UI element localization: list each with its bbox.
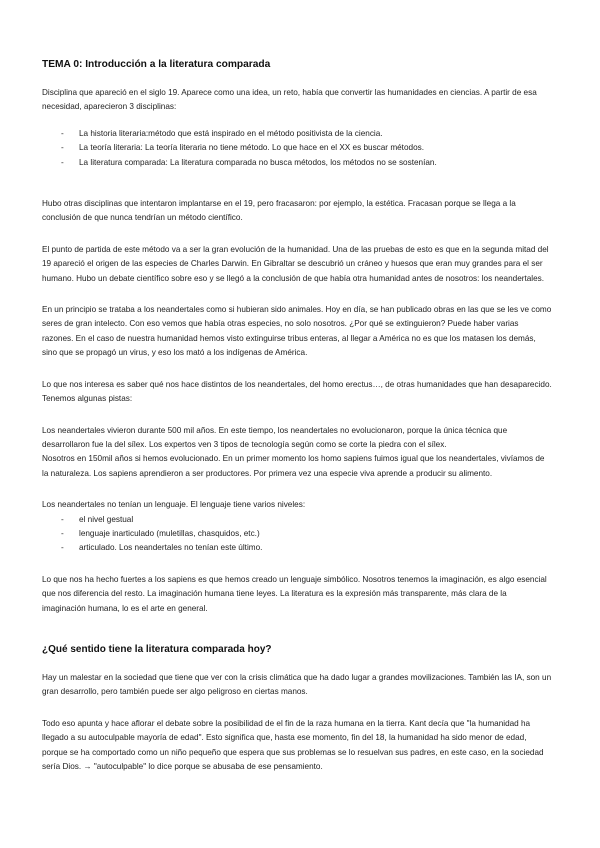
paragraph: Nosotros en 150mil años si hemos evolucionado. En un primer momento los homo sapiens fuimos igual que los neandertales, vivíamos de la naturaleza. Los sapiens aprendieron a ser productores. Por primera vez una especie viva aprende a producir su alimento.	[42, 454, 545, 478]
intro-paragraph: Disciplina que apareció en el siglo 19. Aparece como una idea, un reto, había que convertir las humanidades en ciencias. A partir de esa necesidad, aparecieron 3 disciplinas:	[42, 88, 537, 112]
language-levels-list	[42, 513, 552, 556]
paragraph: El punto de partida de este método va a ser la gran evolución de la humanidad. Una de las pruebas de esto es que en la segunda mitad del 19 apareció el origen de las especies de Charles Darwin. En Gibraltar se descubrió un cráneo y huesos que eran muy grandes para el ser humano. Hubo un debate científico sobre eso y se llegó a la conclusión de que había otra humanidad antes de nosotros: los neandertales.	[42, 244, 549, 283]
paragraph: Los neandertales no tenían un lenguaje. El lenguaje tiene varios niveles:	[42, 500, 306, 510]
document-title: TEMA 0: Introducción a la literatura comparada	[42, 59, 271, 70]
list-item: - articulado. Los neandertales no tenían este último.	[42, 541, 552, 555]
list-item: - La teoría literaria: La teoría literaria no tiene método. Lo que hace en el XX es buscar métodos.	[42, 141, 552, 155]
list-item: - La literatura comparada: La literatura comparada no busca métodos, los métodos no se sostenían.	[42, 156, 552, 170]
paragraph: En un principio se trataba a los neandertales como si hubieran sido animales. Hoy en día, se han publicado obras en las que se les ve como seres de gran intelecto. Con eso vemos que había otras especies, no solo nosotros. ¿Por qué se extinguieron? Puede haber varias razones. En el caso de nuestra humanidad hemos visto extinguirse tribus enteras, al llegar a América no es que los matasen los demás, sino que se propagó un virus, y eso los mató a los indígenas de América.	[42, 305, 552, 358]
list-item: - La historia literaria:método que está inspirado en el método positivista de la ciencia.	[42, 127, 552, 141]
paragraph: Lo que nos ha hecho fuertes a los sapiens es que hemos creado un lenguaje simbólico. Nosotros tenemos la imaginación, es algo esencial que nos diferencia del resto. La imaginación humana tiene leyes. La literatura es la expresión más transparente, más clara de la imaginación humana, lo es el arte en general.	[42, 574, 547, 613]
paragraph: Todo eso apunta y hace aflorar el debate sobre la posibilidad de el fin de la raza humana en la tierra. Kant decía que "la humanidad ha llegado a su autoculpable mayoría de edad". Esto significa que, hasta ese momento, fin del 18, la humanidad ha sido menor de edad, porque se ha comportado como un niño pequeño que espera que sus problemas se lo resuelvan sus padres, en este caso, en la sociedad sería Dios. → "autoculpable" lo dice porque se abusaba de ese pensamiento.	[42, 718, 544, 771]
bullet-dash: -	[61, 128, 64, 138]
bullet-dash: -	[61, 157, 64, 167]
bullet-dash: -	[61, 143, 64, 153]
bullet-dash: -	[61, 543, 64, 553]
paragraph: Hay un malestar en la sociedad que tiene que ver con la crisis climática que ha dado lugar a grandes movilizaciones. También las IA, son un gran desarrollo, pero también puede ser algo peligroso en ciertas manos.	[42, 672, 552, 697]
paragraph: Lo que nos interesa es saber qué nos hace distintos de los neandertales, del homo erectus…, de otras humanidades que han desaparecido. Tenemos algunas pistas:	[42, 379, 552, 404]
section-heading: ¿Qué sentido tiene la literatura comparada hoy?	[42, 643, 272, 655]
disciplines-list	[42, 127, 552, 170]
bullet-dash: -	[61, 514, 64, 524]
bullet-dash: -	[61, 528, 64, 538]
list-item: - lenguaje inarticulado (muletillas, chasquidos, etc.)	[42, 527, 552, 541]
paragraph: Hubo otras disciplinas que intentaron implantarse en el 19, pero fracasaron: por ejemplo, la estética. Fracasan porque se llega a la conclusión de que nunca tendrían un método científico.	[42, 199, 516, 223]
paragraph: Los neandertales vivieron durante 500 mil años. En este tiempo, los neandertales no evolucionaron, porque la única técnica que desarrollaron fue la del sílex. Los expertos ven 3 tipos de tecnología según como se corte la piedra con el sílex.	[42, 425, 508, 449]
list-item: - el nivel gestual	[42, 513, 552, 527]
